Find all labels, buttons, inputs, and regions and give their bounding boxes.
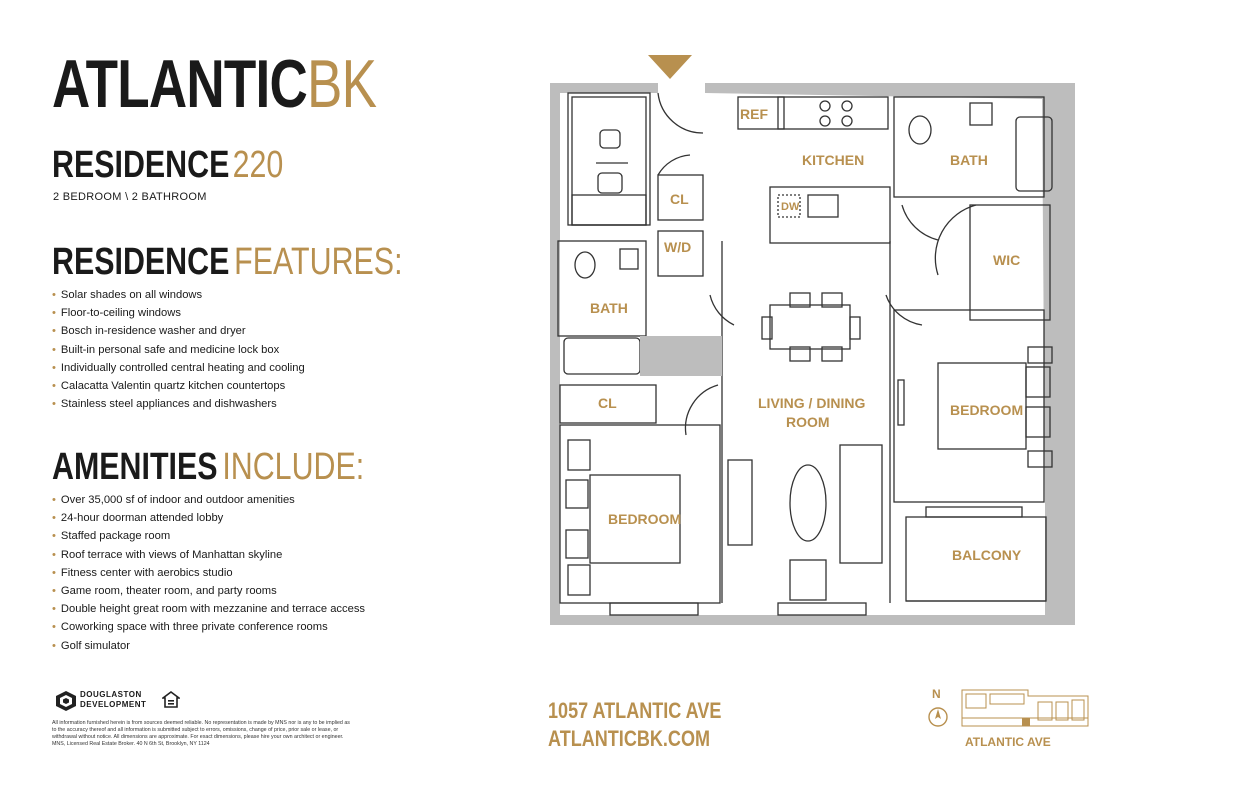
amenities-title: AMENITIES <box>52 446 218 488</box>
website-link[interactable]: ATLANTICBK.COM <box>548 726 711 751</box>
features-list <box>52 286 305 413</box>
features-heading <box>52 241 403 283</box>
street-address: 1057 ATLANTIC AVE <box>548 698 722 723</box>
room-label-ref: REF <box>740 106 768 122</box>
north-label: N <box>932 687 941 701</box>
list-item: • Calacatta Valentin quartz kitchen countertops <box>52 380 286 393</box>
legal-disclaimer: All information furnished herein is from sources deemed reliable. No representation is made by MNS nor is any to be implied as to the accuracy thereof and all information is submitted subject to errors, omissions, change of price, prior sale or lease, or withdrawal without notice. All dimensions are approximate. For exact dimensions, please hire your own architect or engineer. MNS, Licensed Real Estate Broker. 40 N 6th St, Brooklyn, NY 1124 <box>52 720 350 747</box>
list-item: • Floor-to-ceiling windows <box>52 307 181 320</box>
room-label-dw: DW <box>781 201 800 213</box>
douglaston-logo-icon <box>55 690 77 712</box>
room-label-living-2: ROOM <box>786 414 830 430</box>
list-item: • Double height great room with mezzanine and terrace access <box>52 603 366 616</box>
address-block <box>548 697 721 753</box>
features-title: RESIDENCE <box>52 241 230 283</box>
list-item: • Bosch in-residence washer and dryer <box>52 325 246 338</box>
room-label-kitchen: KITCHEN <box>802 152 865 168</box>
amenities-heading <box>52 446 364 488</box>
list-item: • Staffed package room <box>52 530 171 543</box>
brand-accent: BK <box>306 46 377 122</box>
list-item: • Golf simulator <box>52 639 130 652</box>
list-item: • 24-hour doorman attended lobby <box>52 512 224 525</box>
room-label-bath-top: BATH <box>950 152 988 168</box>
residence-number: 220 <box>232 144 284 186</box>
residence-subtitle: 2 BEDROOM \ 2 BATHROOM <box>53 191 207 203</box>
list-item: • Roof terrace with views of Manhattan skyline <box>52 548 283 561</box>
room-label-wic: WIC <box>993 252 1021 268</box>
list-item: • Over 35,000 sf of indoor and outdoor amenities <box>52 494 295 506</box>
entry-marker-icon <box>648 55 692 79</box>
residence-label: RESIDENCE <box>52 144 230 186</box>
room-label-cl-top: CL <box>670 191 689 207</box>
list-item: • Coworking space with three private conference rooms <box>52 621 328 634</box>
room-label-bedroom-right: BEDROOM <box>950 402 1024 418</box>
equal-housing-icon <box>162 691 180 709</box>
brand-main: ATLANTIC <box>52 46 307 122</box>
amenities-list <box>52 491 365 655</box>
list-item: • Game room, theater room, and party rooms <box>52 585 277 598</box>
brand-logo <box>52 44 376 124</box>
residence-title <box>52 144 283 186</box>
room-label-cl-mid: CL <box>598 395 617 411</box>
key-map <box>928 684 1098 754</box>
list-item: • Fitness center with aerobics studio <box>52 566 233 579</box>
list-item: • Solar shades on all windows <box>52 289 203 301</box>
floor-plan <box>550 55 1075 635</box>
developer-name: DOUGLASTON DEVELOPMENT <box>80 690 147 709</box>
room-label-bedroom-left: BEDROOM <box>608 511 682 527</box>
room-label-living-1: LIVING / DINING <box>758 395 866 411</box>
list-item: • Built-in personal safe and medicine lock box <box>52 343 280 356</box>
room-label-bath-left: BATH <box>590 300 628 316</box>
amenities-accent: INCLUDE: <box>222 446 365 488</box>
room-label-wd: W/D <box>664 239 692 255</box>
features-accent: FEATURES: <box>234 241 403 283</box>
room-label-balcony: BALCONY <box>952 547 1022 563</box>
list-item: • Individually controlled central heating and cooling <box>52 361 305 374</box>
street-label: ATLANTIC AVE <box>965 735 1051 749</box>
list-item: • Stainless steel appliances and dishwashers <box>52 398 277 411</box>
